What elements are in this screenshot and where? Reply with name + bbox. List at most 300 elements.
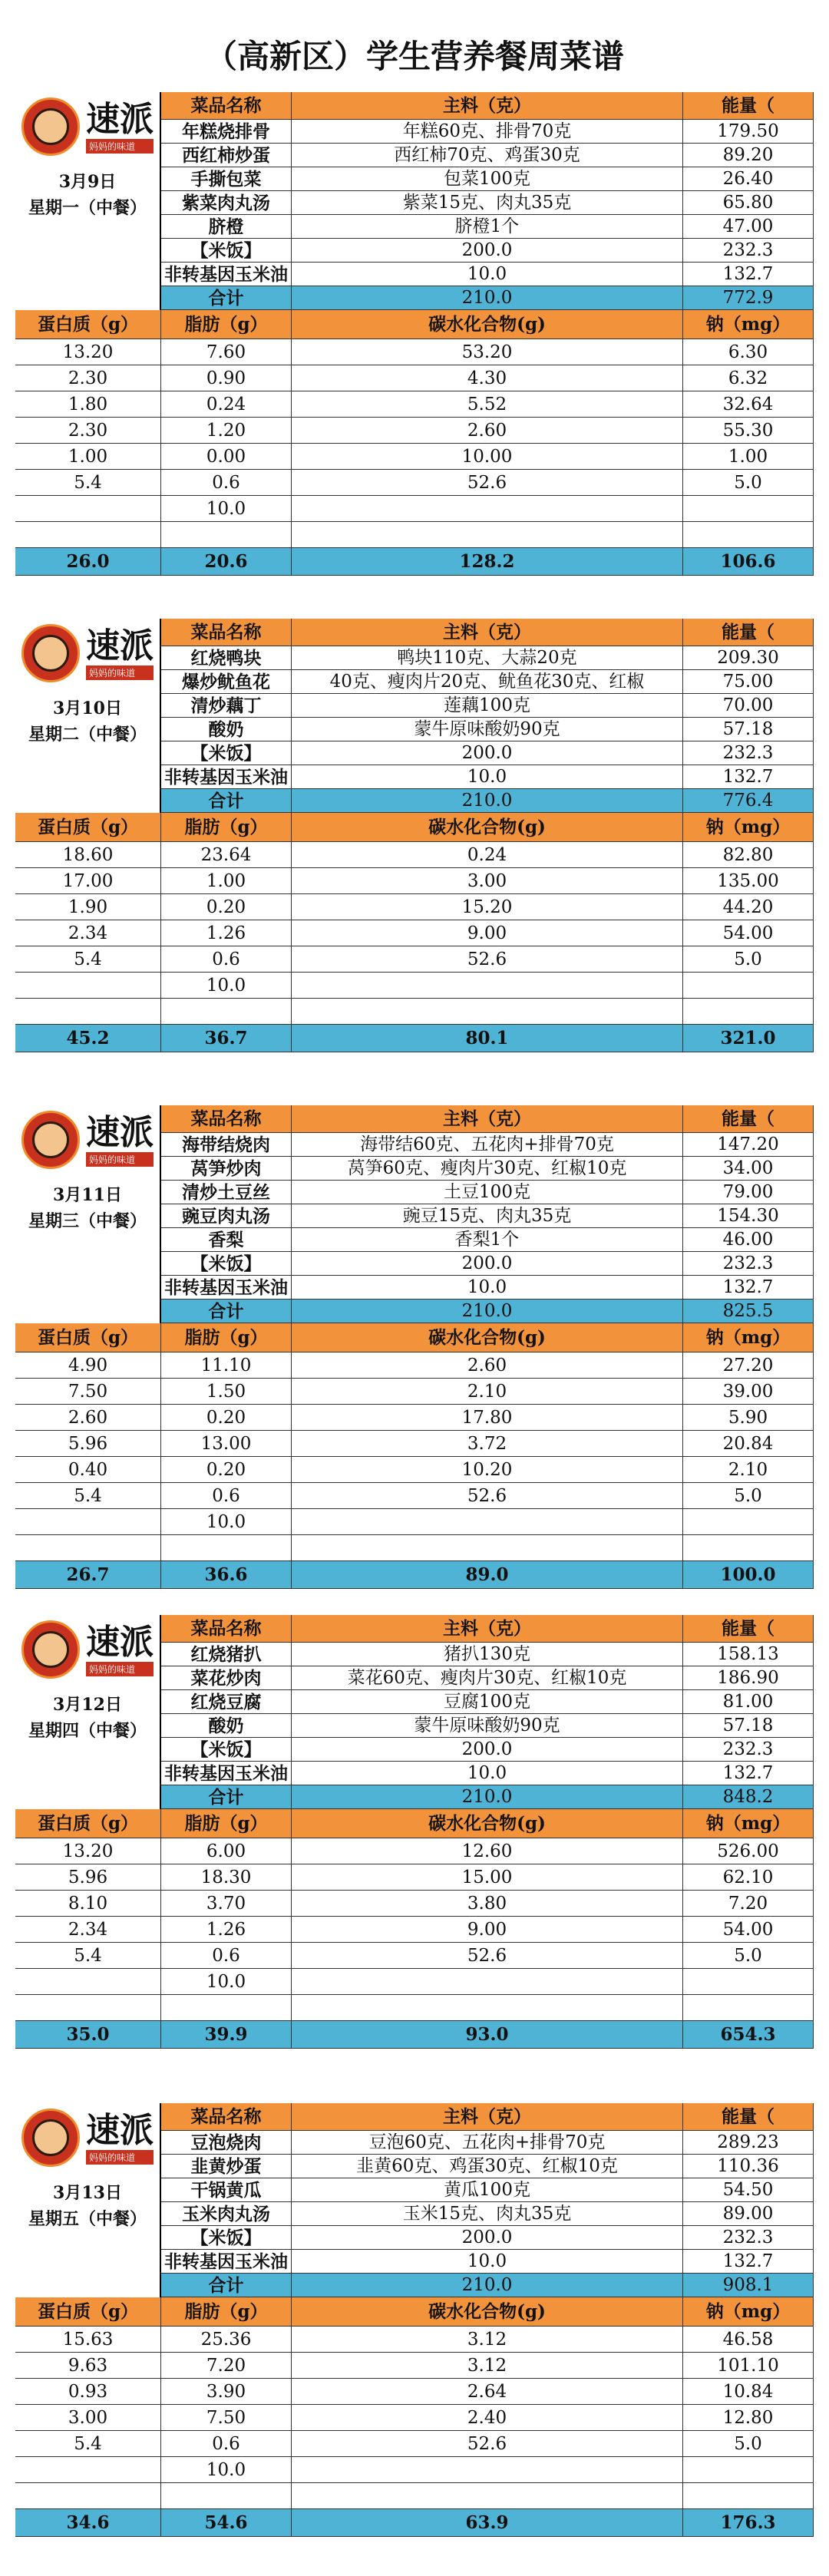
protein-value: 5.96 — [15, 1431, 161, 1457]
protein-header: 蛋白质（g） — [15, 1809, 161, 1838]
dish-energy: 147.20 — [683, 1133, 814, 1157]
sodium-value: 54.00 — [683, 1917, 814, 1943]
logo-subtext: 妈妈的味道 — [86, 2150, 154, 2165]
brand-logo — [21, 1108, 154, 1171]
dish-energy: 132.7 — [683, 1762, 814, 1785]
dish-name: 非转基因玉米油 — [161, 1276, 292, 1300]
carb-header: 碳水化合物(g) — [292, 310, 683, 339]
logo-text: 速派 — [86, 99, 154, 139]
fat-value: 1.26 — [161, 920, 292, 946]
carb-value: 4.30 — [292, 365, 683, 391]
dish-ingredients: 40克、瘦肉片20克、鱿鱼花30克、红椒 — [292, 670, 683, 694]
fat-value: 25.36 — [161, 2327, 292, 2353]
sodium-sum: 106.6 — [683, 548, 814, 576]
protein-value — [15, 496, 161, 522]
fat-value: 0.6 — [161, 2431, 292, 2457]
sodium-value: 1.00 — [683, 444, 814, 470]
day-date: 3月13日 — [53, 2183, 122, 2203]
brand-logo — [21, 2106, 154, 2169]
sodium-value — [683, 1995, 814, 2021]
total-ingredients: 210.0 — [292, 2274, 683, 2297]
dish-ingredients: 脐橙1个 — [292, 215, 683, 239]
total-energy: 908.1 — [683, 2274, 814, 2297]
dish-energy: 132.7 — [683, 2250, 814, 2274]
day-info — [15, 1105, 161, 1323]
carb-value: 15.00 — [292, 1864, 683, 1891]
carb-value: 2.60 — [292, 418, 683, 444]
fat-sum: 36.7 — [161, 1025, 292, 1052]
protein-value: 17.00 — [15, 868, 161, 894]
protein-value: 0.93 — [15, 2379, 161, 2405]
fat-value — [161, 522, 292, 548]
menu-table — [15, 92, 814, 310]
dish-energy: 110.36 — [683, 2155, 814, 2178]
carb-value: 10.20 — [292, 1457, 683, 1483]
carb-value: 2.64 — [292, 2379, 683, 2405]
sodium-value: 5.0 — [683, 946, 814, 973]
sodium-value: 10.84 — [683, 2379, 814, 2405]
total-ingredients: 210.0 — [292, 1300, 683, 1323]
protein-header: 蛋白质（g） — [15, 310, 161, 339]
dish-energy: 232.3 — [683, 2226, 814, 2250]
carb-value — [292, 1969, 683, 1995]
dish-name-header: 菜品名称 — [161, 1615, 292, 1643]
dish-name: 香梨 — [161, 1228, 292, 1252]
mascot-icon — [21, 1111, 80, 1169]
dish-name: 酸奶 — [161, 718, 292, 741]
dish-energy: 209.30 — [683, 646, 814, 670]
sodium-value: 5.0 — [683, 470, 814, 496]
dish-ingredients: 玉米15克、肉丸35克 — [292, 2202, 683, 2226]
brand-logo — [21, 95, 154, 158]
dish-energy: 132.7 — [683, 263, 814, 286]
dish-energy: 57.18 — [683, 1714, 814, 1738]
dish-energy: 232.3 — [683, 1252, 814, 1276]
carb-value: 0.24 — [292, 842, 683, 868]
dish-ingredients: 蒙牛原味酸奶90克 — [292, 718, 683, 741]
sodium-value: 32.64 — [683, 391, 814, 418]
carb-value: 3.12 — [292, 2327, 683, 2353]
dish-energy: 154.30 — [683, 1204, 814, 1228]
carb-value: 52.6 — [292, 470, 683, 496]
fat-value — [161, 999, 292, 1025]
energy-header: 能量（ — [683, 619, 814, 646]
dish-name: 干锅黄瓜 — [161, 2178, 292, 2202]
total-label: 合计 — [161, 1785, 292, 1809]
dish-energy: 46.00 — [683, 1228, 814, 1252]
carb-value: 3.12 — [292, 2353, 683, 2379]
dish-energy: 81.00 — [683, 1690, 814, 1714]
sodium-value: 7.20 — [683, 1891, 814, 1917]
protein-header: 蛋白质（g） — [15, 813, 161, 842]
total-ingredients: 210.0 — [292, 789, 683, 813]
logo-subtext: 妈妈的味道 — [86, 665, 154, 680]
fat-value: 0.6 — [161, 1943, 292, 1969]
protein-value — [15, 999, 161, 1025]
sodium-value — [683, 1969, 814, 1995]
dish-energy: 47.00 — [683, 215, 814, 239]
protein-header: 蛋白质（g） — [15, 1323, 161, 1352]
fat-value: 3.70 — [161, 1891, 292, 1917]
sodium-value: 526.00 — [683, 1838, 814, 1864]
carb-value: 3.00 — [292, 868, 683, 894]
fat-header: 脂肪（g） — [161, 2297, 292, 2327]
carb-value: 9.00 — [292, 1917, 683, 1943]
sodium-value: 54.00 — [683, 920, 814, 946]
protein-value — [15, 1969, 161, 1995]
carb-value: 52.6 — [292, 2431, 683, 2457]
fat-value: 6.00 — [161, 1838, 292, 1864]
carb-sum: 89.0 — [292, 1561, 683, 1589]
page-title: （高新区）学生营养餐周菜谱 — [204, 38, 624, 75]
carb-header: 碳水化合物(g) — [292, 2297, 683, 2327]
total-energy: 825.5 — [683, 1300, 814, 1323]
protein-value: 1.90 — [15, 894, 161, 920]
sodium-header: 钠（mg） — [683, 310, 814, 339]
protein-value — [15, 2483, 161, 2509]
dish-energy: 65.80 — [683, 191, 814, 215]
protein-value: 13.20 — [15, 339, 161, 365]
sodium-value — [683, 1535, 814, 1561]
logo-text: 速派 — [86, 2110, 154, 2150]
dish-ingredients: 韭黄60克、鸡蛋30克、红椒10克 — [292, 2155, 683, 2178]
dish-ingredients: 莲藕100克 — [292, 694, 683, 718]
protein-value: 2.30 — [15, 365, 161, 391]
carb-header: 碳水化合物(g) — [292, 1809, 683, 1838]
mascot-icon — [21, 2109, 80, 2167]
fat-sum: 36.6 — [161, 1561, 292, 1589]
carb-value — [292, 2457, 683, 2483]
protein-value — [15, 973, 161, 999]
nutrition-table — [15, 1809, 814, 2049]
dish-ingredients: 西红柿70克、鸡蛋30克 — [292, 144, 683, 167]
logo-text: 速派 — [86, 1622, 154, 1662]
protein-value: 2.34 — [15, 920, 161, 946]
dish-ingredients: 香梨1个 — [292, 1228, 683, 1252]
fat-value: 0.90 — [161, 365, 292, 391]
sodium-value — [683, 2457, 814, 2483]
sodium-value: 101.10 — [683, 2353, 814, 2379]
dish-ingredients: 200.0 — [292, 1252, 683, 1276]
sodium-header: 钠（mg） — [683, 1809, 814, 1838]
nutrition-table — [15, 310, 814, 576]
dish-name-header: 菜品名称 — [161, 619, 292, 646]
total-label: 合计 — [161, 789, 292, 813]
protein-sum: 45.2 — [15, 1025, 161, 1052]
day-info — [15, 619, 161, 813]
dish-name-header: 菜品名称 — [161, 1105, 292, 1133]
carb-value — [292, 973, 683, 999]
protein-value: 4.90 — [15, 1352, 161, 1379]
protein-value: 3.00 — [15, 2405, 161, 2431]
protein-value: 5.4 — [15, 1943, 161, 1969]
dish-energy: 158.13 — [683, 1643, 814, 1666]
protein-value: 5.4 — [15, 2431, 161, 2457]
fat-header: 脂肪（g） — [161, 813, 292, 842]
day-info — [15, 2103, 161, 2297]
carb-value: 2.40 — [292, 2405, 683, 2431]
dish-ingredients: 200.0 — [292, 741, 683, 765]
sodium-value — [683, 973, 814, 999]
fat-value — [161, 1995, 292, 2021]
sodium-value: 6.32 — [683, 365, 814, 391]
dish-name: 【米饭】 — [161, 741, 292, 765]
sodium-header: 钠（mg） — [683, 1323, 814, 1352]
fat-value: 0.24 — [161, 391, 292, 418]
logo-subtext: 妈妈的味道 — [86, 139, 154, 154]
energy-header: 能量（ — [683, 92, 814, 120]
dish-ingredients: 蒙牛原味酸奶90克 — [292, 1714, 683, 1738]
sodium-sum: 654.3 — [683, 2021, 814, 2049]
ingredients-header: 主料（克） — [292, 1615, 683, 1643]
dish-name: 年糕烧排骨 — [161, 120, 292, 144]
fat-sum: 39.9 — [161, 2021, 292, 2049]
carb-sum: 63.9 — [292, 2509, 683, 2537]
dish-ingredients: 10.0 — [292, 1276, 683, 1300]
fat-value — [161, 1535, 292, 1561]
dish-ingredients: 黄瓜100克 — [292, 2178, 683, 2202]
energy-header: 能量（ — [683, 2103, 814, 2131]
dish-energy: 289.23 — [683, 2131, 814, 2155]
fat-value: 0.6 — [161, 470, 292, 496]
dish-name: 海带结烧肉 — [161, 1133, 292, 1157]
carb-sum: 128.2 — [292, 548, 683, 576]
total-energy: 776.4 — [683, 789, 814, 813]
fat-header: 脂肪（g） — [161, 1809, 292, 1838]
dish-ingredients: 猪扒130克 — [292, 1643, 683, 1666]
protein-sum: 34.6 — [15, 2509, 161, 2537]
total-label: 合计 — [161, 1300, 292, 1323]
mascot-icon — [21, 624, 80, 682]
fat-value: 10.0 — [161, 973, 292, 999]
fat-value: 18.30 — [161, 1864, 292, 1891]
dish-name: 脐橙 — [161, 215, 292, 239]
dish-name: 非转基因玉米油 — [161, 2250, 292, 2274]
dish-ingredients: 200.0 — [292, 2226, 683, 2250]
sodium-sum: 176.3 — [683, 2509, 814, 2537]
energy-header: 能量（ — [683, 1105, 814, 1133]
protein-value — [15, 1509, 161, 1535]
dish-energy: 57.18 — [683, 718, 814, 741]
fat-value: 10.0 — [161, 496, 292, 522]
fat-value: 0.20 — [161, 1405, 292, 1431]
dish-name: 红烧鸭块 — [161, 646, 292, 670]
carb-value: 2.60 — [292, 1352, 683, 1379]
dish-name: 非转基因玉米油 — [161, 263, 292, 286]
protein-value: 5.4 — [15, 470, 161, 496]
dish-name: 莴笋炒肉 — [161, 1157, 292, 1181]
protein-value — [15, 1995, 161, 2021]
dish-energy: 54.50 — [683, 2178, 814, 2202]
dish-energy: 75.00 — [683, 670, 814, 694]
fat-value: 0.20 — [161, 894, 292, 920]
sodium-value: 82.80 — [683, 842, 814, 868]
sodium-header: 钠（mg） — [683, 813, 814, 842]
protein-value: 1.80 — [15, 391, 161, 418]
dish-ingredients: 年糕60克、排骨70克 — [292, 120, 683, 144]
dish-name: 非转基因玉米油 — [161, 765, 292, 789]
day-date: 3月9日 — [58, 172, 117, 192]
carb-value: 2.10 — [292, 1379, 683, 1405]
day-block — [15, 1105, 814, 1589]
protein-sum: 26.7 — [15, 1561, 161, 1589]
fat-sum: 20.6 — [161, 548, 292, 576]
dish-name: 玉米肉丸汤 — [161, 2202, 292, 2226]
carb-value — [292, 522, 683, 548]
protein-value: 5.4 — [15, 946, 161, 973]
dish-energy: 132.7 — [683, 1276, 814, 1300]
dish-name: 爆炒鱿鱼花 — [161, 670, 292, 694]
day-info — [15, 1615, 161, 1809]
sodium-sum: 321.0 — [683, 1025, 814, 1052]
sodium-value: 5.90 — [683, 1405, 814, 1431]
dish-name: 红烧猪扒 — [161, 1643, 292, 1666]
dish-name: 【米饭】 — [161, 2226, 292, 2250]
menu-table — [15, 619, 814, 813]
dish-name: 【米饭】 — [161, 1252, 292, 1276]
brand-logo — [21, 622, 154, 685]
day-date: 3月12日 — [53, 1695, 122, 1715]
carb-value: 3.72 — [292, 1431, 683, 1457]
carb-value: 12.60 — [292, 1838, 683, 1864]
carb-value: 3.80 — [292, 1891, 683, 1917]
sodium-header: 钠（mg） — [683, 2297, 814, 2327]
dish-name: 豆泡烧肉 — [161, 2131, 292, 2155]
dish-ingredients: 200.0 — [292, 239, 683, 263]
dish-name: 【米饭】 — [161, 239, 292, 263]
energy-header: 能量（ — [683, 1615, 814, 1643]
dish-ingredients: 莴笋60克、瘦肉片30克、红椒10克 — [292, 1157, 683, 1181]
fat-value: 10.0 — [161, 2457, 292, 2483]
day-block — [15, 619, 814, 1052]
day-block — [15, 92, 814, 576]
dish-name: 非转基因玉米油 — [161, 1762, 292, 1785]
menu-table — [15, 1105, 814, 1323]
carb-value: 52.6 — [292, 1943, 683, 1969]
dish-name: 西红柿炒蛋 — [161, 144, 292, 167]
protein-value: 0.40 — [15, 1457, 161, 1483]
dish-ingredients: 豌豆15克、肉丸35克 — [292, 1204, 683, 1228]
dish-energy: 232.3 — [683, 239, 814, 263]
sodium-value — [683, 2483, 814, 2509]
carb-value — [292, 496, 683, 522]
day-weekday: 星期一（中餐） — [28, 198, 147, 218]
dish-energy: 232.3 — [683, 1738, 814, 1762]
dish-name: 菜花炒肉 — [161, 1666, 292, 1690]
sodium-value: 135.00 — [683, 868, 814, 894]
carb-value: 53.20 — [292, 339, 683, 365]
dish-ingredients: 包菜100克 — [292, 167, 683, 191]
carb-value — [292, 1535, 683, 1561]
protein-value: 5.96 — [15, 1864, 161, 1891]
sodium-value — [683, 999, 814, 1025]
protein-sum: 35.0 — [15, 2021, 161, 2049]
fat-value: 1.50 — [161, 1379, 292, 1405]
sodium-sum: 100.0 — [683, 1561, 814, 1589]
logo-subtext: 妈妈的味道 — [86, 1152, 154, 1167]
protein-value: 9.63 — [15, 2353, 161, 2379]
logo-subtext: 妈妈的味道 — [86, 1662, 154, 1676]
total-ingredients: 210.0 — [292, 286, 683, 310]
total-label: 合计 — [161, 286, 292, 310]
protein-value — [15, 1535, 161, 1561]
carb-value: 15.20 — [292, 894, 683, 920]
dish-energy: 34.00 — [683, 1157, 814, 1181]
fat-value: 0.20 — [161, 1457, 292, 1483]
protein-header: 蛋白质（g） — [15, 2297, 161, 2327]
carb-value: 10.00 — [292, 444, 683, 470]
sodium-value: 6.30 — [683, 339, 814, 365]
dish-name: 豌豆肉丸汤 — [161, 1204, 292, 1228]
sodium-value — [683, 496, 814, 522]
day-block — [15, 2103, 814, 2537]
sodium-value: 2.10 — [683, 1457, 814, 1483]
dish-ingredients: 10.0 — [292, 1762, 683, 1785]
dish-energy: 89.20 — [683, 144, 814, 167]
dish-ingredients: 10.0 — [292, 263, 683, 286]
carb-value — [292, 999, 683, 1025]
sodium-value: 12.80 — [683, 2405, 814, 2431]
dish-ingredients: 豆泡60克、五花肉+排骨70克 — [292, 2131, 683, 2155]
fat-value: 23.64 — [161, 842, 292, 868]
logo-text: 速派 — [86, 1112, 154, 1152]
fat-value: 3.90 — [161, 2379, 292, 2405]
carb-value — [292, 1509, 683, 1535]
sodium-value: 5.0 — [683, 1483, 814, 1509]
day-weekday: 星期三（中餐） — [28, 1211, 147, 1231]
day-date: 3月10日 — [53, 698, 122, 718]
protein-value: 1.00 — [15, 444, 161, 470]
fat-value: 0.6 — [161, 946, 292, 973]
day-weekday: 星期二（中餐） — [28, 725, 147, 745]
dish-ingredients: 10.0 — [292, 765, 683, 789]
dish-name: 酸奶 — [161, 1714, 292, 1738]
dish-energy: 26.40 — [683, 167, 814, 191]
logo-text: 速派 — [86, 626, 154, 665]
dish-ingredients: 200.0 — [292, 1738, 683, 1762]
protein-value: 8.10 — [15, 1891, 161, 1917]
total-energy: 772.9 — [683, 286, 814, 310]
ingredients-header: 主料（克） — [292, 619, 683, 646]
sodium-value: 55.30 — [683, 418, 814, 444]
fat-value: 7.20 — [161, 2353, 292, 2379]
fat-value: 1.20 — [161, 418, 292, 444]
fat-value: 1.00 — [161, 868, 292, 894]
carb-value: 17.80 — [292, 1405, 683, 1431]
dish-energy: 179.50 — [683, 120, 814, 144]
dish-energy: 79.00 — [683, 1181, 814, 1204]
nutrition-table — [15, 813, 814, 1052]
dish-ingredients: 10.0 — [292, 2250, 683, 2274]
carb-header: 碳水化合物(g) — [292, 813, 683, 842]
sodium-value: 5.0 — [683, 2431, 814, 2457]
fat-value: 10.0 — [161, 1509, 292, 1535]
fat-value: 7.50 — [161, 2405, 292, 2431]
carb-value: 9.00 — [292, 920, 683, 946]
carb-header: 碳水化合物(g) — [292, 1323, 683, 1352]
dish-ingredients: 豆腐100克 — [292, 1690, 683, 1714]
fat-header: 脂肪（g） — [161, 310, 292, 339]
day-date: 3月11日 — [53, 1185, 122, 1205]
mascot-icon — [21, 1620, 80, 1679]
menu-table — [15, 2103, 814, 2297]
fat-value: 10.0 — [161, 1969, 292, 1995]
dish-ingredients: 紫菜15克、肉丸35克 — [292, 191, 683, 215]
dish-ingredients: 海带结60克、五花肉+排骨70克 — [292, 1133, 683, 1157]
dish-name: 手撕包菜 — [161, 167, 292, 191]
ingredients-header: 主料（克） — [292, 2103, 683, 2131]
fat-header: 脂肪（g） — [161, 1323, 292, 1352]
